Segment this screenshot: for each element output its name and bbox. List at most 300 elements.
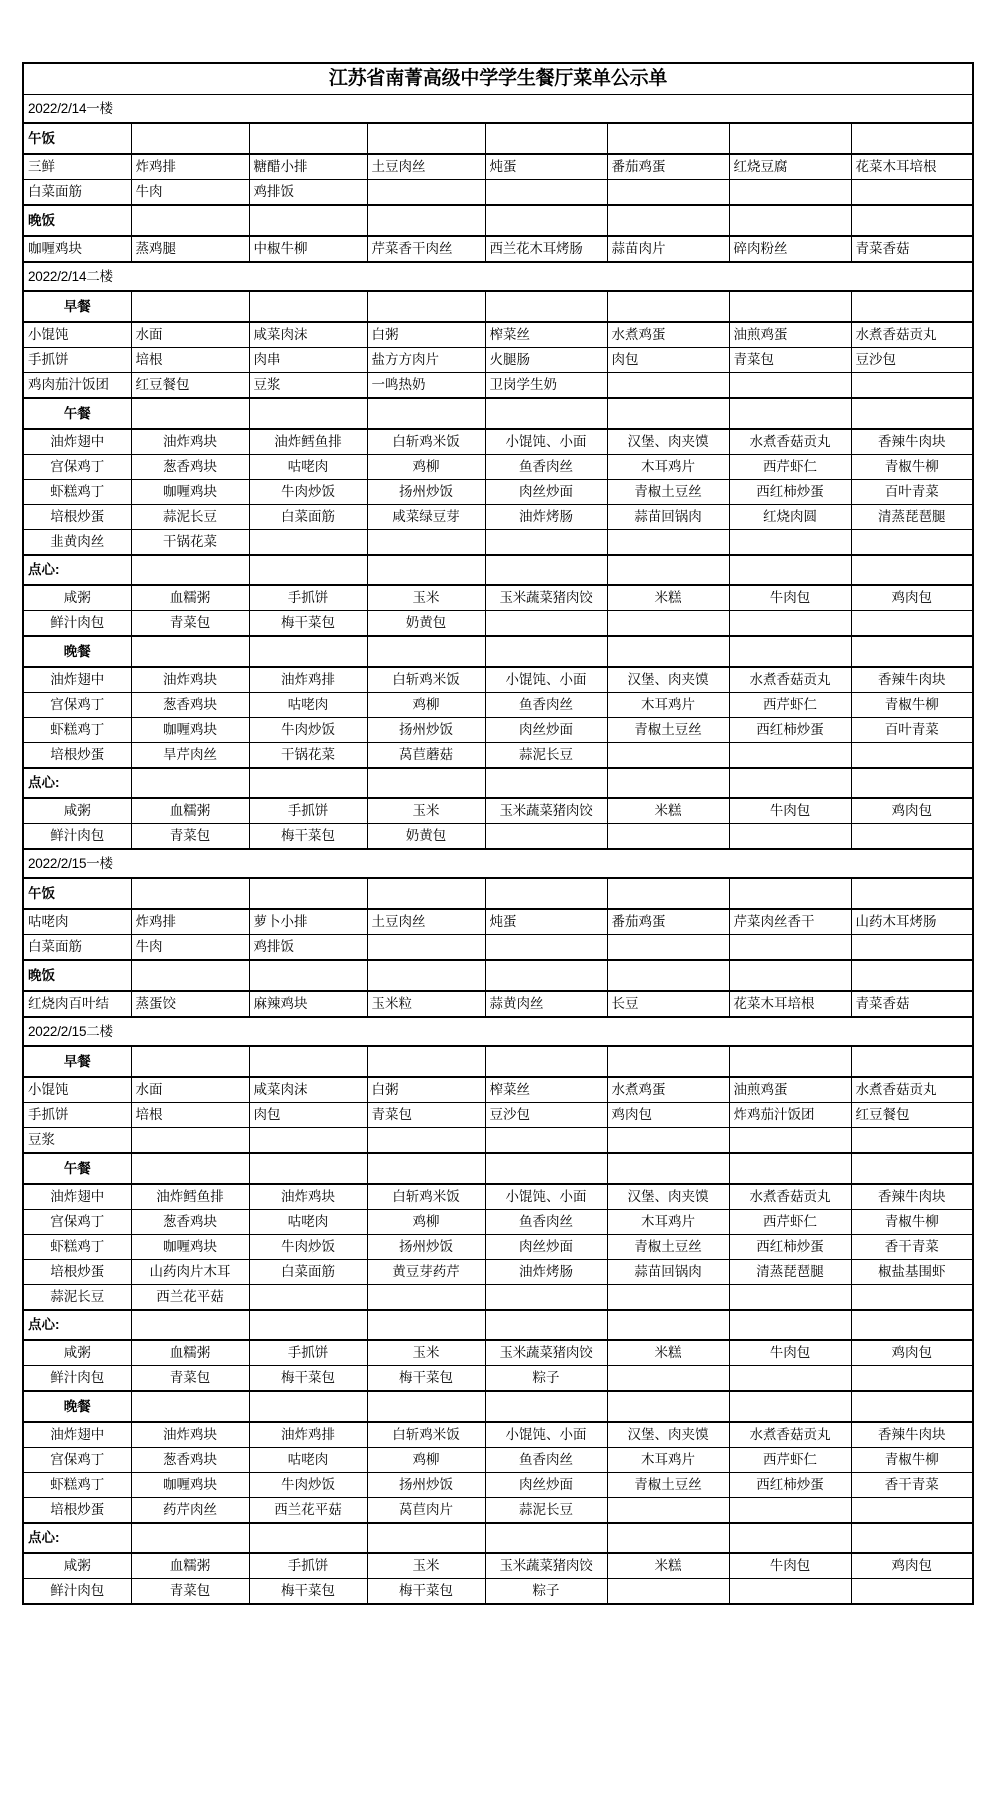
menu-item-row [23, 1235, 973, 1260]
menu-item-row [23, 693, 973, 718]
menu-item-cell: 鲜汁肉包 [23, 824, 131, 850]
menu-item-cell: 油炸鸡块 [131, 667, 249, 693]
date-banner-row [23, 1017, 973, 1046]
menu-item-cell: 鸡排饭 [249, 180, 367, 206]
document-title-row [23, 63, 973, 95]
menu-item-cell: 炸鸡排 [131, 909, 249, 935]
menu-item-cell: 青菜包 [131, 1366, 249, 1392]
meal-header-spacer [607, 1153, 729, 1184]
meal-header-spacer [851, 960, 973, 991]
menu-item-cell: 椒盐基围虾 [851, 1260, 973, 1285]
menu-item-cell: 手抓饼 [23, 1103, 131, 1128]
menu-item-cell: 咸菜肉沫 [249, 1077, 367, 1103]
menu-item-cell: 水煮鸡蛋 [607, 322, 729, 348]
menu-empty-cell [729, 1128, 851, 1154]
menu-item-cell: 奶黄包 [367, 824, 485, 850]
menu-item-row [23, 505, 973, 530]
menu-item-row [23, 1285, 973, 1311]
meal-header-spacer [131, 205, 249, 236]
meal-header-spacer [485, 291, 607, 322]
meal-header-spacer [367, 123, 485, 154]
menu-item-cell: 西兰花木耳烤肠 [485, 236, 607, 262]
menu-empty-cell [607, 530, 729, 556]
menu-item-row [23, 585, 973, 611]
meal-header-row-b0215f2-dinner-dimsum [23, 1523, 973, 1553]
menu-item-row [23, 455, 973, 480]
menu-item-cell: 培根炒蛋 [23, 505, 131, 530]
menu-item-row [23, 909, 973, 935]
menu-item-cell: 虾糕鸡丁 [23, 480, 131, 505]
meal-header-spacer [851, 1046, 973, 1077]
menu-item-cell: 油煎鸡蛋 [729, 322, 851, 348]
meal-header-label: 点心: [23, 768, 131, 798]
menu-item-cell: 炖蛋 [485, 154, 607, 180]
menu-item-cell: 西兰花平菇 [131, 1285, 249, 1311]
menu-item-cell: 芹菜肉丝香干 [729, 909, 851, 935]
menu-item-cell: 炸鸡茄汁饭团 [729, 1103, 851, 1128]
menu-item-cell: 粽子 [485, 1366, 607, 1392]
menu-item-cell: 咖喱鸡块 [131, 1473, 249, 1498]
menu-item-cell: 白菜面筋 [249, 1260, 367, 1285]
menu-empty-cell [729, 1366, 851, 1392]
menu-item-cell: 韭黄肉丝 [23, 530, 131, 556]
menu-item-cell: 油炸翅中 [23, 1184, 131, 1210]
meal-header-spacer [485, 1523, 607, 1553]
menu-item-cell: 白斩鸡米饭 [367, 1184, 485, 1210]
meal-header-spacer [729, 1391, 851, 1422]
menu-empty-cell [729, 1579, 851, 1605]
meal-header-spacer [249, 636, 367, 667]
meal-header-row-b0214f2-dinner [23, 636, 973, 667]
menu-item-cell: 青椒土豆丝 [607, 1235, 729, 1260]
menu-item-cell: 鸡肉包 [851, 585, 973, 611]
meal-header-spacer [851, 1523, 973, 1553]
menu-empty-cell [485, 824, 607, 850]
meal-header-spacer [729, 1523, 851, 1553]
menu-empty-cell [851, 1285, 973, 1311]
menu-empty-cell [729, 1285, 851, 1311]
meal-header-spacer [607, 768, 729, 798]
meal-header-spacer [607, 1523, 729, 1553]
menu-item-cell: 香辣牛肉块 [851, 1422, 973, 1448]
menu-item-cell: 青菜香菇 [851, 991, 973, 1017]
menu-item-cell: 玉米蔬菜猪肉饺 [485, 1340, 607, 1366]
menu-item-cell: 鱼香肉丝 [485, 455, 607, 480]
menu-item-cell: 西红柿炒蛋 [729, 480, 851, 505]
menu-item-row [23, 373, 973, 399]
menu-item-cell: 油炸鸡排 [249, 667, 367, 693]
menu-item-cell: 油炸翅中 [23, 1422, 131, 1448]
menu-item-cell: 西红柿炒蛋 [729, 1235, 851, 1260]
menu-item-cell: 手抓饼 [249, 1340, 367, 1366]
meal-header-label: 点心: [23, 555, 131, 585]
menu-item-cell: 豆浆 [23, 1128, 131, 1154]
menu-item-cell: 蒜苗回锅肉 [607, 505, 729, 530]
menu-empty-cell [851, 530, 973, 556]
menu-item-cell: 小馄饨、小面 [485, 667, 607, 693]
menu-item-cell: 油炸翅中 [23, 667, 131, 693]
meal-header-spacer [367, 1523, 485, 1553]
menu-item-cell: 鸡排饭 [249, 935, 367, 961]
meal-header-row-b0215f2-lunch-dimsum [23, 1310, 973, 1340]
menu-item-cell: 木耳鸡片 [607, 1448, 729, 1473]
menu-item-cell: 西兰花平菇 [249, 1498, 367, 1524]
meal-header-spacer [367, 398, 485, 429]
meal-header-spacer [851, 398, 973, 429]
menu-item-cell: 虾糕鸡丁 [23, 1473, 131, 1498]
menu-item-cell: 白粥 [367, 322, 485, 348]
menu-item-cell: 木耳鸡片 [607, 455, 729, 480]
menu-item-cell: 油炸鸡排 [249, 1422, 367, 1448]
menu-empty-cell [485, 1285, 607, 1311]
meal-header-spacer [367, 960, 485, 991]
menu-item-row [23, 236, 973, 262]
meal-header-spacer [367, 768, 485, 798]
menu-item-cell: 山药木耳烤肠 [851, 909, 973, 935]
menu-item-cell: 香干青菜 [851, 1473, 973, 1498]
menu-item-cell: 鸡肉茄汁饭团 [23, 373, 131, 399]
menu-item-cell: 青椒土豆丝 [607, 718, 729, 743]
meal-header-spacer [729, 291, 851, 322]
meal-header-label: 早餐 [23, 1046, 131, 1077]
menu-item-cell: 鸡肉包 [851, 1340, 973, 1366]
menu-item-cell: 奶黄包 [367, 611, 485, 637]
meal-header-spacer [851, 878, 973, 909]
meal-header-row-b0215f2-breakfast [23, 1046, 973, 1077]
date-banner-row [23, 849, 973, 878]
meal-header-label: 晚饭 [23, 960, 131, 991]
menu-item-cell: 水面 [131, 1077, 249, 1103]
meal-header-row-b0215f1-dinner [23, 960, 973, 991]
menu-item-cell: 油炸鳕鱼排 [131, 1184, 249, 1210]
menu-item-cell: 青椒土豆丝 [607, 1473, 729, 1498]
menu-item-cell: 玉米蔬菜猪肉饺 [485, 585, 607, 611]
menu-item-cell: 番茄鸡蛋 [607, 909, 729, 935]
menu-item-cell: 玉米 [367, 1553, 485, 1579]
meal-header-spacer [131, 636, 249, 667]
meal-header-spacer [729, 205, 851, 236]
meal-header-spacer [607, 1310, 729, 1340]
menu-empty-cell [607, 743, 729, 769]
menu-item-cell: 宫保鸡丁 [23, 1448, 131, 1473]
menu-item-cell: 西芹虾仁 [729, 1448, 851, 1473]
menu-item-cell: 粽子 [485, 1579, 607, 1605]
menu-empty-cell [729, 743, 851, 769]
menu-item-cell: 葱香鸡块 [131, 455, 249, 480]
meal-header-row-b0214f1-dinner [23, 205, 973, 236]
menu-item-row [23, 154, 973, 180]
meal-header-spacer [851, 205, 973, 236]
meal-header-spacer [851, 291, 973, 322]
menu-item-cell: 牛肉包 [729, 585, 851, 611]
meal-header-spacer [131, 291, 249, 322]
menu-item-cell: 咕咾肉 [249, 693, 367, 718]
menu-item-row [23, 824, 973, 850]
menu-item-cell: 红烧豆腐 [729, 154, 851, 180]
meal-header-spacer [131, 768, 249, 798]
meal-header-spacer [367, 1391, 485, 1422]
menu-item-cell: 鲜汁肉包 [23, 611, 131, 637]
menu-item-cell: 白粥 [367, 1077, 485, 1103]
menu-item-cell: 玉米粒 [367, 991, 485, 1017]
menu-item-cell: 旱芹肉丝 [131, 743, 249, 769]
menu-item-row [23, 1498, 973, 1524]
menu-empty-cell [851, 743, 973, 769]
menu-item-cell: 培根炒蛋 [23, 1498, 131, 1524]
meal-header-row-b0214f2-dinner-dimsum [23, 768, 973, 798]
menu-empty-cell [729, 935, 851, 961]
menu-item-cell: 肉丝炒面 [485, 480, 607, 505]
meal-header-spacer [249, 768, 367, 798]
menu-item-cell: 咸粥 [23, 798, 131, 824]
menu-item-cell: 鱼香肉丝 [485, 1210, 607, 1235]
menu-item-cell: 梅干菜包 [367, 1579, 485, 1605]
menu-item-cell: 咖喱鸡块 [131, 480, 249, 505]
menu-item-row [23, 480, 973, 505]
meal-header-spacer [131, 1523, 249, 1553]
menu-item-cell: 百叶青菜 [851, 480, 973, 505]
menu-item-cell: 培根 [131, 348, 249, 373]
menu-item-cell: 三鲜 [23, 154, 131, 180]
menu-item-row [23, 1210, 973, 1235]
meal-header-row-b0215f2-dinner [23, 1391, 973, 1422]
menu-empty-cell [367, 1128, 485, 1154]
menu-item-cell: 蒜泥长豆 [485, 743, 607, 769]
menu-item-cell: 长豆 [607, 991, 729, 1017]
meal-header-row-b0214f2-lunch [23, 398, 973, 429]
menu-empty-cell [851, 935, 973, 961]
meal-header-spacer [607, 960, 729, 991]
menu-item-row [23, 1422, 973, 1448]
menu-item-cell: 梅干菜包 [249, 1366, 367, 1392]
menu-item-cell: 肉丝炒面 [485, 718, 607, 743]
menu-item-cell: 扬州炒饭 [367, 1473, 485, 1498]
menu-item-cell: 萝卜小排 [249, 909, 367, 935]
menu-item-cell: 炸鸡排 [131, 154, 249, 180]
menu-item-cell: 肉串 [249, 348, 367, 373]
date-banner-s0215-floor1: 2022/2/15一楼 [23, 849, 973, 878]
menu-item-cell: 葱香鸡块 [131, 693, 249, 718]
menu-item-cell: 宫保鸡丁 [23, 1210, 131, 1235]
menu-item-row [23, 935, 973, 961]
menu-item-cell: 糖醋小排 [249, 154, 367, 180]
menu-item-cell: 培根炒蛋 [23, 1260, 131, 1285]
meal-header-spacer [607, 1391, 729, 1422]
menu-item-cell: 水面 [131, 322, 249, 348]
meal-header-spacer [249, 123, 367, 154]
meal-header-spacer [607, 205, 729, 236]
menu-item-cell: 虾糕鸡丁 [23, 1235, 131, 1260]
meal-header-spacer [367, 878, 485, 909]
meal-header-spacer [851, 123, 973, 154]
meal-header-spacer [729, 878, 851, 909]
meal-header-label: 晚饭 [23, 205, 131, 236]
meal-header-spacer [607, 1046, 729, 1077]
menu-item-cell: 咸粥 [23, 585, 131, 611]
menu-item-cell: 蒜泥长豆 [485, 1498, 607, 1524]
menu-item-cell: 白菜面筋 [23, 180, 131, 206]
meal-header-label: 午餐 [23, 398, 131, 429]
menu-item-row [23, 180, 973, 206]
meal-header-spacer [367, 205, 485, 236]
meal-header-spacer [131, 878, 249, 909]
meal-header-spacer [485, 1153, 607, 1184]
meal-header-spacer [249, 1310, 367, 1340]
menu-item-row [23, 429, 973, 455]
menu-item-cell: 蒜苗回锅肉 [607, 1260, 729, 1285]
meal-header-spacer [249, 398, 367, 429]
meal-header-spacer [367, 636, 485, 667]
menu-item-cell: 玉米蔬菜猪肉饺 [485, 798, 607, 824]
menu-item-cell: 香辣牛肉块 [851, 429, 973, 455]
menu-empty-cell [367, 530, 485, 556]
menu-item-cell: 药芹肉丝 [131, 1498, 249, 1524]
menu-empty-cell [851, 1498, 973, 1524]
menu-item-cell: 水煮香菇贡丸 [851, 1077, 973, 1103]
meal-header-row-b0215f1-lunch [23, 878, 973, 909]
menu-item-cell: 咸菜肉沫 [249, 322, 367, 348]
menu-sheet [22, 62, 972, 1605]
menu-item-cell: 青椒牛柳 [851, 1210, 973, 1235]
menu-empty-cell [851, 1366, 973, 1392]
menu-item-cell: 汉堡、肉夹馍 [607, 667, 729, 693]
menu-item-cell: 白斩鸡米饭 [367, 1422, 485, 1448]
menu-item-cell: 花菜木耳培根 [851, 154, 973, 180]
menu-item-cell: 香干青菜 [851, 1235, 973, 1260]
menu-empty-cell [729, 530, 851, 556]
menu-item-cell: 油炸翅中 [23, 429, 131, 455]
menu-item-cell: 豆沙包 [851, 348, 973, 373]
meal-header-row-b0215f2-lunch [23, 1153, 973, 1184]
meal-header-label: 午饭 [23, 878, 131, 909]
menu-item-row [23, 530, 973, 556]
meal-header-label: 早餐 [23, 291, 131, 322]
menu-item-cell: 青椒牛柳 [851, 693, 973, 718]
menu-empty-cell [607, 180, 729, 206]
menu-item-cell: 水煮香菇贡丸 [851, 322, 973, 348]
meal-header-spacer [131, 555, 249, 585]
meal-header-spacer [131, 960, 249, 991]
menu-item-cell: 碎肉粉丝 [729, 236, 851, 262]
menu-empty-cell [485, 935, 607, 961]
meal-header-spacer [249, 1523, 367, 1553]
meal-header-spacer [249, 1046, 367, 1077]
menu-empty-cell [485, 611, 607, 637]
menu-table-body [23, 63, 973, 1604]
meal-header-spacer [485, 1310, 607, 1340]
menu-empty-cell [607, 935, 729, 961]
meal-header-spacer [249, 555, 367, 585]
menu-item-cell: 青椒牛柳 [851, 1448, 973, 1473]
meal-header-spacer [729, 636, 851, 667]
menu-item-cell: 牛肉炒饭 [249, 480, 367, 505]
menu-item-row [23, 1184, 973, 1210]
menu-item-cell: 红豆餐包 [851, 1103, 973, 1128]
meal-header-spacer [729, 1310, 851, 1340]
menu-item-cell: 咕咾肉 [249, 455, 367, 480]
menu-item-row [23, 611, 973, 637]
menu-item-cell: 咖喱鸡块 [23, 236, 131, 262]
menu-item-cell: 白菜面筋 [23, 935, 131, 961]
menu-item-cell: 油炸烤肠 [485, 1260, 607, 1285]
meal-header-spacer [485, 1046, 607, 1077]
menu-item-cell: 鸡柳 [367, 455, 485, 480]
meal-header-spacer [729, 768, 851, 798]
menu-empty-cell [485, 530, 607, 556]
menu-item-cell: 牛肉炒饭 [249, 718, 367, 743]
menu-item-cell: 西红柿炒蛋 [729, 718, 851, 743]
menu-item-cell: 鸡柳 [367, 1448, 485, 1473]
meal-header-row-b0214f2-lunch-dimsum [23, 555, 973, 585]
menu-item-cell: 汉堡、肉夹馍 [607, 1422, 729, 1448]
menu-item-row [23, 718, 973, 743]
menu-item-cell: 百叶青菜 [851, 718, 973, 743]
menu-item-cell: 小馄饨 [23, 1077, 131, 1103]
menu-item-cell: 油炸鸡块 [131, 1422, 249, 1448]
menu-item-cell: 宫保鸡丁 [23, 455, 131, 480]
meal-header-row-b0214f1-lunch [23, 123, 973, 154]
menu-item-cell: 水煮香菇贡丸 [729, 667, 851, 693]
menu-item-cell: 青菜包 [367, 1103, 485, 1128]
meal-header-spacer [729, 398, 851, 429]
meal-header-spacer [131, 123, 249, 154]
meal-header-spacer [607, 123, 729, 154]
meal-header-label: 午饭 [23, 123, 131, 154]
menu-item-cell: 牛肉炒饭 [249, 1235, 367, 1260]
menu-item-cell: 榨菜丝 [485, 1077, 607, 1103]
menu-item-cell: 莴苣蘑菇 [367, 743, 485, 769]
meal-header-spacer [851, 1153, 973, 1184]
meal-header-label: 点心: [23, 1310, 131, 1340]
meal-header-spacer [607, 398, 729, 429]
menu-item-cell: 盐方方肉片 [367, 348, 485, 373]
menu-item-cell: 鱼香肉丝 [485, 1448, 607, 1473]
document-title: 江苏省南菁高级中学学生餐厅菜单公示单 [23, 63, 973, 95]
menu-empty-cell [607, 824, 729, 850]
menu-item-cell: 小馄饨、小面 [485, 429, 607, 455]
menu-item-cell: 青椒土豆丝 [607, 480, 729, 505]
menu-item-row [23, 1260, 973, 1285]
meal-header-spacer [367, 1153, 485, 1184]
menu-item-cell: 西芹虾仁 [729, 455, 851, 480]
menu-empty-cell [607, 1128, 729, 1154]
meal-header-label: 晚餐 [23, 636, 131, 667]
menu-item-cell: 咕咾肉 [249, 1210, 367, 1235]
meal-header-spacer [485, 205, 607, 236]
menu-item-cell: 山药肉片木耳 [131, 1260, 249, 1285]
menu-item-cell: 干锅花菜 [131, 530, 249, 556]
meal-header-spacer [851, 1391, 973, 1422]
menu-empty-cell [607, 611, 729, 637]
menu-item-cell: 培根炒蛋 [23, 743, 131, 769]
menu-item-cell: 土豆肉丝 [367, 909, 485, 935]
date-banner-s0215-floor2: 2022/2/15二楼 [23, 1017, 973, 1046]
menu-item-cell: 青菜包 [131, 824, 249, 850]
menu-item-cell: 蒸蛋饺 [131, 991, 249, 1017]
menu-empty-cell [729, 824, 851, 850]
menu-item-cell: 牛肉炒饭 [249, 1473, 367, 1498]
date-banner-row [23, 262, 973, 291]
menu-item-cell: 梅干菜包 [249, 611, 367, 637]
menu-empty-cell [729, 373, 851, 399]
menu-item-cell: 米糕 [607, 1553, 729, 1579]
menu-item-cell: 虾糕鸡丁 [23, 718, 131, 743]
menu-item-cell: 手抓饼 [249, 1553, 367, 1579]
menu-item-cell: 青菜香菇 [851, 236, 973, 262]
menu-item-cell: 木耳鸡片 [607, 693, 729, 718]
menu-empty-cell [607, 1579, 729, 1605]
menu-item-cell: 培根 [131, 1103, 249, 1128]
